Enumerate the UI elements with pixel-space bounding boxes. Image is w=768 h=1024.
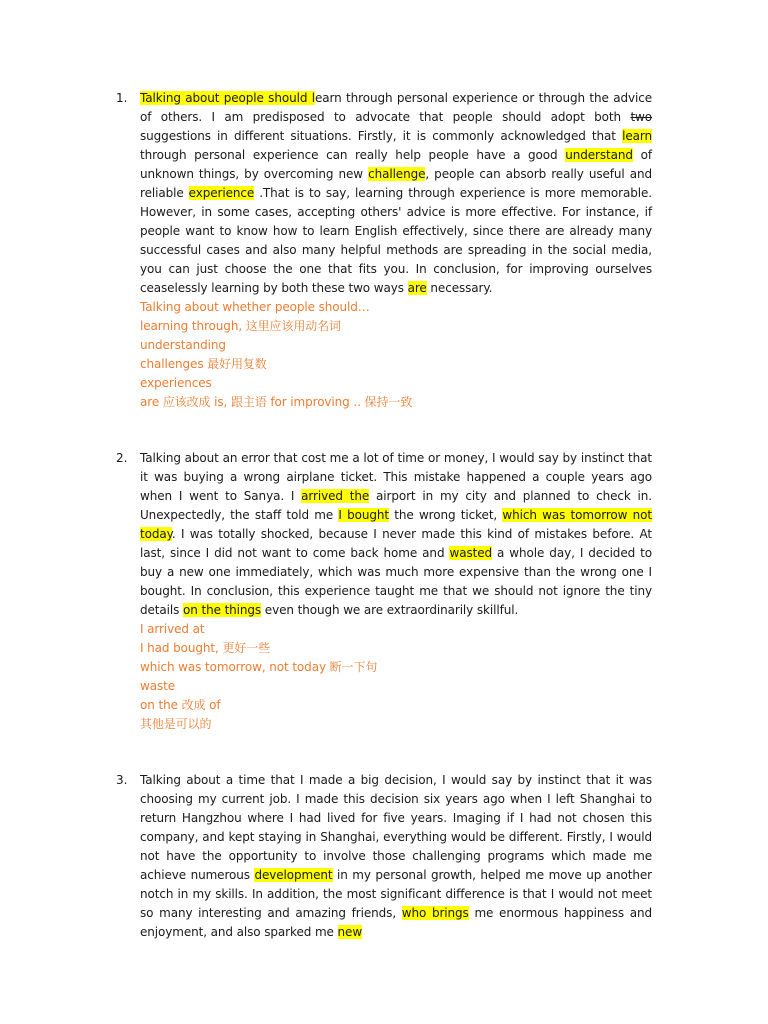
highlighted-text: who brings [401, 906, 469, 920]
highlighted-text: experience [188, 186, 255, 200]
paragraph-text: . I was totally shocked, because I never made this kind of mistakes before. At last, since I did not want to come back home and [140, 527, 652, 560]
highlighted-text: which was tomorrow not today [140, 508, 652, 541]
annotation-line: waste [140, 679, 176, 693]
paragraph-text: in my personal growth, helped me move up another notch in my skills. In addition, the most significant difference is that I would not meet so many interesting and amazing friends, [140, 868, 652, 920]
paragraph-text: suggestions in different situations. Firstly, it is commonly acknowledged that [140, 129, 623, 143]
annotation-line: I had bought, 更好一些 [140, 641, 271, 655]
item-number: 2. [116, 451, 128, 465]
teacher-notes [140, 620, 652, 734]
highlighted-text: arrived the [301, 489, 370, 503]
essay-paragraph [140, 771, 652, 942]
annotation-line: are 应该改成 is, 跟主语 for improving .. 保持一致 [140, 395, 413, 409]
paragraph-text: of unknown things, by overcoming new [140, 148, 652, 181]
highlighted-text: are [407, 281, 427, 295]
annotation-line: Talking about whether people should… [140, 300, 370, 314]
essay-paragraph [140, 449, 652, 620]
annotation-line: 其他是可以的 [140, 717, 212, 731]
highlighted-text: wasted [449, 546, 493, 560]
annotation-line: understanding [140, 338, 226, 352]
item-number: 3. [116, 773, 128, 787]
paragraph-text: airport in my city and planned to check in. Unexpectedly, the staff told me [140, 489, 653, 522]
struck-text: two [630, 110, 652, 124]
annotation-line: on the 改成 of [140, 698, 221, 712]
highlighted-text: new [337, 925, 363, 939]
annotation-line: learning through, 这里应该用动名词 [140, 319, 341, 333]
essay-paragraph [140, 89, 652, 298]
highlighted-text: learn [622, 129, 652, 143]
paragraph-text: through personal experience can really help people have a good [140, 148, 566, 162]
paragraph-text: necessary. [426, 281, 493, 295]
paragraph-text: Talking about a time that I made a big decision, I would say by instinct that it was choosing my current job. I made this decision six years ago when I left Shanghai to return Hangzhou where I had lived for five years. Imaging if I had not chosen this company, and kept staying in Shanghai, everything would be different. Firstly, I would not have the opportunity to involve those challenging programs which made me achieve numerous [140, 773, 652, 882]
highlighted-text: development [254, 868, 333, 882]
teacher-notes [140, 298, 652, 412]
paragraph-text: earn through personal experience or through the advice of others. I am predisposed to advocate that people should adopt both [140, 91, 652, 124]
paragraph-text: me enormous happiness and enjoyment, and also sparked me [140, 906, 653, 939]
highlighted-text: understand [565, 148, 633, 162]
item-body [140, 771, 652, 942]
paragraph-text: , people can absorb really useful and reliable [140, 167, 652, 200]
annotation-line: I arrived at [140, 622, 205, 636]
annotation-line: challenges 最好用复数 [140, 357, 267, 371]
paragraph-text: the wrong ticket, [389, 508, 503, 522]
paragraph-text: even though we are extraordinarily skillful. [261, 603, 519, 617]
item-body [140, 449, 652, 734]
highlighted-text: I bought [338, 508, 390, 522]
item-number: 1. [116, 91, 128, 105]
annotation-line: which was tomorrow, not today 断一下句 [140, 660, 378, 674]
annotation-line: experiences [140, 376, 212, 390]
highlighted-text: challenge [368, 167, 426, 181]
highlighted-text: on the things [183, 603, 262, 617]
paragraph-text: .That is to say, learning through experience is more memorable. However, in some cases, accepting others' advice is more effective. For instance, if people want to know how to learn English effectively, since there are already many successful cases and also many helpful methods are spreading in the social media, you can just choose the one that fits you. In conclusion, for improving ourselves ceaselessly learning by both these two ways [140, 186, 652, 295]
highlighted-text: Talking about people should l [140, 91, 315, 105]
item-body [140, 89, 652, 412]
paragraph-text: a whole day, I decided to buy a new one immediately, which was much more expensive than the wrong one I bought. In conclusion, this experience taught me that we should not ignore the tiny details [140, 546, 652, 617]
paragraph-text: Talking about an error that cost me a lot of time or money, I would say by instinct that it was buying a wrong airplane ticket. This mistake happened a couple years ago when I went to Sanya. I [140, 451, 652, 503]
